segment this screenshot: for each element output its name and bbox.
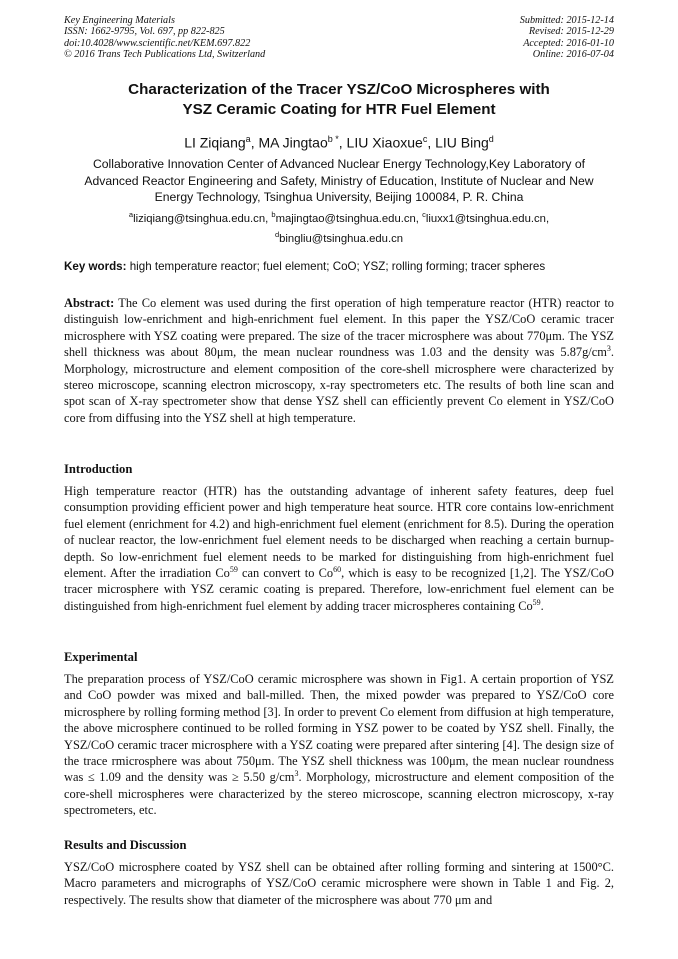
introduction-paragraph	[64, 483, 614, 614]
submission-dates	[520, 15, 614, 60]
email-address[interactable]: liziqiang@tsinghua.edu.cn,	[133, 212, 272, 225]
author-emails	[64, 207, 614, 248]
abstract-label: Abstract:	[64, 296, 115, 310]
email-address[interactable]: bingliu@tsinghua.edu.cn	[279, 233, 404, 246]
email-address[interactable]: liuxx1@tsinghua.edu.cn,	[425, 212, 550, 225]
journal-info	[64, 15, 265, 60]
email-sup: c	[422, 210, 426, 219]
author-sep: ,	[427, 134, 436, 151]
experimental-paragraph	[64, 671, 614, 819]
doi-line[interactable]: doi:10.4028/www.scientific.net/KEM.697.822	[64, 37, 251, 49]
paper-title	[64, 80, 614, 120]
author-name: LIU Xiaoxue	[346, 134, 423, 151]
superscript: 59	[229, 564, 238, 574]
author-list	[64, 130, 614, 152]
section-heading-experimental: Experimental	[64, 650, 138, 664]
body-text: , which is easy to be recognized [1,2]. The YSZ/CoO tracer microsphere with YSZ ceramic coating is prepared. Therefore, low-enrichment fuel element can be distinguished from high-enrichment fuel element by adding tracer microspheres containing Co	[64, 566, 614, 613]
submitted-date: Submitted: 2015-12-14	[519, 15, 614, 26]
abstract-text: The Co element was used during the first operation of high temperature reactor (HTR) reactor to distinguish low-enrichment and high-enrichment fuel element. In this paper the YSZ/CoO ceramic tracer microsphere with YSZ coating were prepared. The size of the tracer microsphere was about 770μm. The YSZ shell thickness was about 80μm, the mean nuclear roundness was 1.03 and the density was 5.87g/cm	[64, 296, 614, 360]
body-text: The preparation process of YSZ/CoO ceramic microsphere was shown in Fig1. A certain proportion of YSZ and CoO powder was mixed and ball-milled. Then, the mixed powder was prepared to YSZ/CoO core microsphere by rolling forming method [3]. In order to prevent Co element from diffusion at high temperature, the above microsphere continued to be rolled forming in YSZ power to be coated by YSZ shell. Finally, the YSZ/CoO ceramic tracer microsphere with a YSZ coating were prepared after sintering [4]. The design size of the trace rmicrosphere was about 750μm. The YSZ shell thickness was 100μm, the mean nuclear roundness was ≤ 1.09 and the density was ≥ 5.50 g/cm	[64, 672, 614, 785]
author-sup: c	[422, 134, 428, 144]
author-sup: a	[245, 134, 251, 144]
results-paragraph	[64, 859, 614, 908]
online-date: Online: 2016-07-04	[532, 48, 614, 60]
email-address[interactable]: majingtao@tsinghua.edu.cn,	[275, 212, 423, 225]
revised-date: Revised: 2015-12-29	[528, 26, 614, 38]
affiliation-line-1: Collaborative Innovation Center of Advanced Nuclear Energy Technology,Key Laboratory of	[92, 157, 586, 171]
superscript: 59	[532, 597, 541, 607]
superscript: 60	[333, 564, 342, 574]
author-name: LI Ziqiang	[184, 134, 246, 151]
author-sup: d	[488, 134, 494, 144]
accepted-date: Accepted: 2016-01-10	[523, 37, 614, 49]
abstract-text: . Morphology, microstructure and element composition of the core-shell microsphere were characterized by stereo microscope, scanning electron microscopy, x-ray spectrometers etc. The results of both line scan and spot scan of X-ray spectrometer show that dense YSZ shell can efficiently prevent Co element in YSZ/CoO core from diffusing into the YSZ shell at high temperature.	[64, 345, 614, 425]
keywords-text: high temperature reactor; fuel element; CoO; YSZ; rolling forming; tracer spheres	[126, 260, 546, 273]
keywords	[64, 259, 624, 274]
superscript: 3	[294, 769, 299, 779]
email-sup: a	[128, 210, 134, 219]
title-line-2: YSZ Ceramic Coating for HTR Fuel Element	[182, 101, 496, 118]
affiliation-line-2: Advanced Reactor Engineering and Safety, Ministry of Education, Institute of Nuclear and New	[84, 173, 594, 188]
author-sep: ,	[250, 134, 259, 151]
copyright-line: © 2016 Trans Tech Publications Ltd, Switzerland	[64, 48, 266, 60]
superscript: 3	[606, 344, 611, 354]
body-text: .	[540, 598, 544, 613]
author-sep: ,	[338, 134, 347, 151]
author-name: LIU Bing	[435, 134, 489, 151]
section-heading-introduction: Introduction	[64, 462, 133, 476]
body-text: can convert to Co	[237, 566, 334, 581]
affiliation	[64, 156, 614, 206]
body-text: High temperature reactor (HTR) has the outstanding advantage of inherent safety features, deep fuel consumption providing efficient power and high temperature heat source. HTR core contains low-enrichment fuel element (enrichment for 4.2) and high-enrichment fuel element (enrichment for 8.5). During the operation of nuclear reactor, the low-enrichment fuel element needs to be discharged when reaching a certain burnup-depth. So low-enrichment fuel element needs to be marked for distinguishing from high-enrichment fuel element. After the irradiation Co	[64, 484, 614, 581]
abstract-paragraph	[64, 295, 614, 426]
journal-name: Key Engineering Materials	[64, 15, 175, 26]
issn-line: ISSN: 1662-9795, Vol. 697, pp 822-825	[64, 26, 225, 38]
author-sup: b *	[327, 134, 339, 144]
section-heading-results: Results and Discussion	[64, 838, 187, 852]
affiliation-line-3: Energy Technology, Tsinghua University, Beijing 100084, P. R. China	[154, 190, 524, 204]
author-name: MA Jingtao	[258, 134, 328, 151]
title-line-1: Characterization of the Tracer YSZ/CoO Microspheres with	[128, 81, 550, 98]
email-sup: b	[271, 210, 276, 219]
keywords-label: Key words:	[64, 260, 127, 273]
body-text: YSZ/CoO microsphere coated by YSZ shell can be obtained after rolling forming and sintering at 1500°C. Macro parameters and micrographs of YSZ/CoO ceramic microsphere were shown in Table 1 and Fig. 2, respectively. The results show that diameter of the microsphere was about 770 μm and	[64, 860, 614, 907]
body-text: . Morphology, microstructure and element composition of the core-shell microspheres were characterized by the stereo microscope, scanning electron microscopy, x-ray spectrometers, etc.	[64, 770, 615, 818]
email-sup: d	[274, 230, 280, 240]
